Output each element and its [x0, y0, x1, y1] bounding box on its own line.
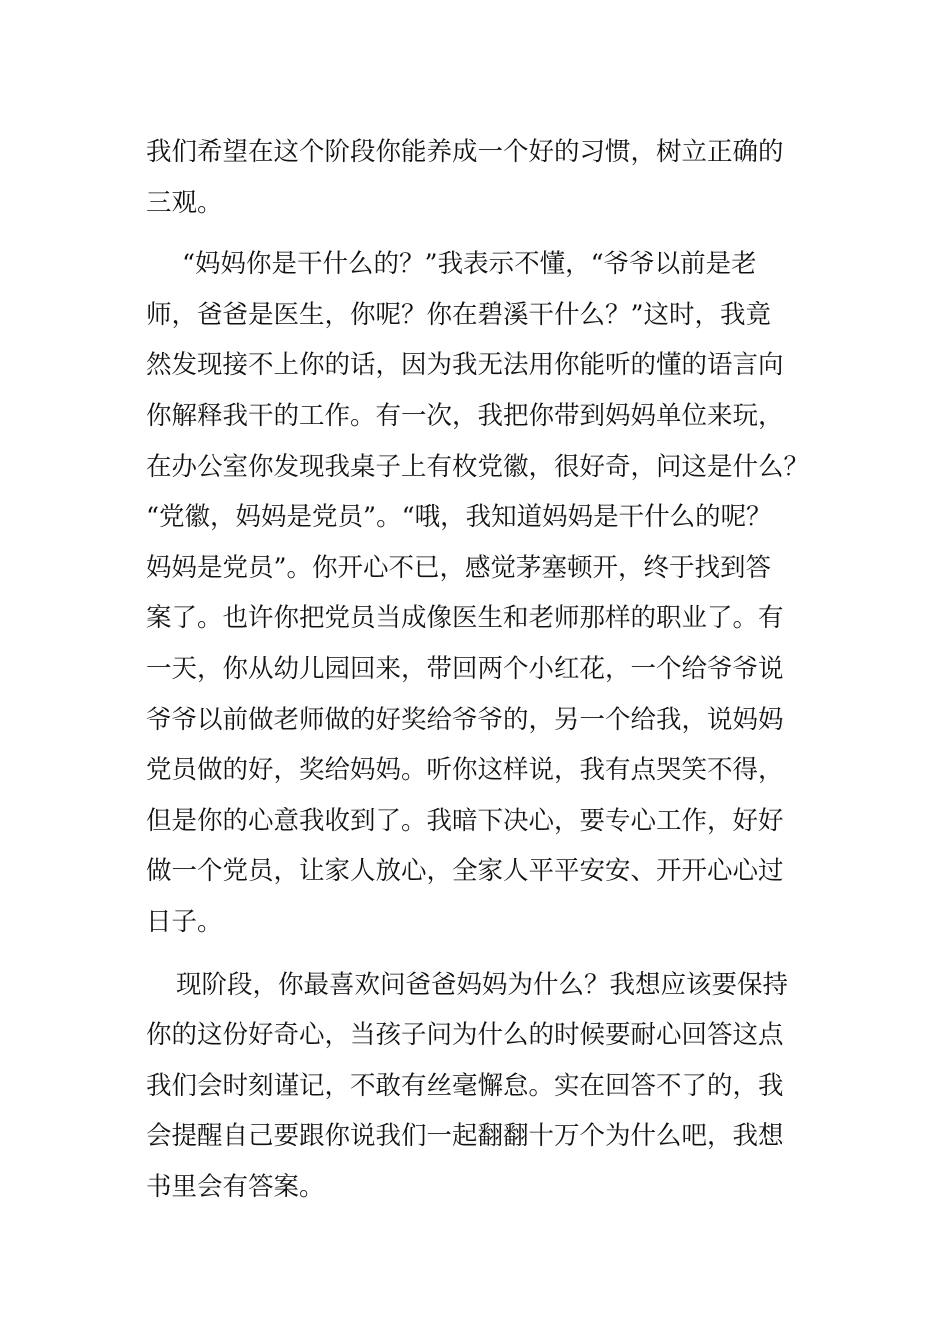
text-line: 你的这份好奇心，当孩子问为什么的时候要耐心回答这点	[146, 1020, 784, 1051]
text-line: 妈妈是党员”。你开心不已，感觉茅塞顿开，终于找到答	[146, 552, 772, 583]
text-line: “党徽，妈妈是党员”。“哦，我知道妈妈是干什么的呢？	[146, 502, 772, 533]
text-line: 党员做的好，奖给妈妈。听你这样说，我有点哭笑不得，	[146, 755, 784, 786]
text-line: 我们希望在这个阶段你能养成一个好的习惯，树立正确的	[146, 137, 784, 167]
text-line: 师，爸爸是医生，你呢？你在碧溪干什么？”这时，我竟	[146, 299, 772, 330]
text-line: 我们会时刻谨记，不敢有丝毫懈怠。实在回答不了的，我	[146, 1070, 784, 1101]
text-line: 日子。	[146, 906, 223, 937]
text-line: 一天，你从幼儿园回来，带回两个小红花，一个给爷爷说	[146, 653, 784, 684]
text-line: 案了。也许你把党员当成像医生和老师那样的职业了。有	[146, 603, 784, 634]
paragraph-1	[146, 127, 810, 228]
paragraph-2	[146, 239, 810, 947]
document-body	[146, 127, 810, 1212]
text-line: 但是你的心意我收到了。我暗下决心，要专心工作，好好	[146, 805, 784, 836]
text-line: 三观。	[146, 187, 223, 218]
text-line: 然发现接不上你的话，因为我无法用你能听的懂的语言向	[146, 350, 784, 381]
text-line: 书里会有答案。	[146, 1171, 325, 1202]
paragraph-3	[146, 960, 810, 1213]
text-line: 现阶段，你最喜欢问爸爸妈妈为什么？我想应该要保持	[176, 969, 789, 1000]
paragraph-spacing	[146, 228, 810, 239]
text-line: 你解释我干的工作。有一次，我把你带到妈妈单位来玩，	[146, 400, 784, 431]
text-line: 做一个党员，让家人放心，全家人平平安安、开开心心过	[146, 856, 784, 887]
text-line: 爷爷以前做老师做的好奖给爷爷的，另一个给我，说妈妈	[146, 704, 784, 735]
text-line: 在办公室你发现我桌子上有枚党徽，很好奇，问这是什么？	[146, 451, 810, 482]
text-line: 会提醒自己要跟你说我们一起翻翻十万个为什么吧，我想	[146, 1121, 784, 1152]
paragraph-spacing	[146, 948, 810, 960]
text-line: “妈妈你是干什么的？”我表示不懂，“爷爷以前是老	[182, 249, 757, 280]
